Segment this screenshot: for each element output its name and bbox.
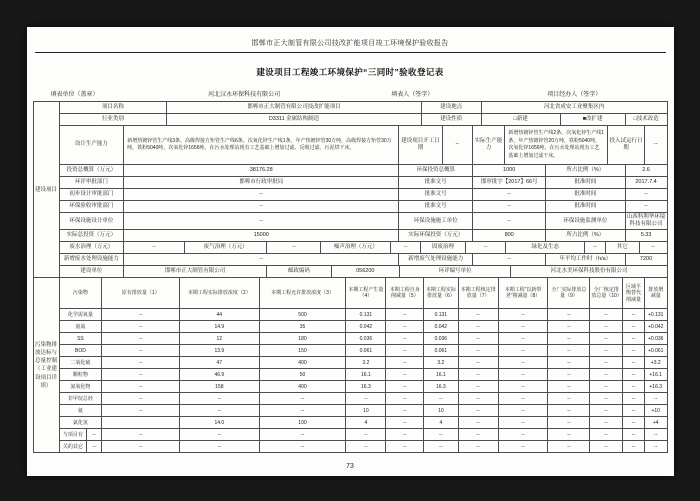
pollutant-value: 14.9	[179, 321, 259, 332]
pollutant-row	[60, 416, 667, 428]
pollutant-value: --	[259, 405, 346, 416]
pollutant-value: --	[589, 381, 622, 392]
pollutant-value: --	[259, 441, 346, 452]
pollutant-name: 非甲烷总烃	[67, 395, 93, 402]
pollutant-value: --	[458, 393, 498, 404]
actual-capacity-value: 新增热镀锌管生产线2条、次氧化锌生产线1条，年产热镀锌管20万吨，铁粉5040吨，次氧化锌1656吨，在污水处理站现有工艺基础上增加过滤干床。	[504, 126, 607, 164]
fill-person-label: 填表人（签字）	[391, 92, 434, 98]
pollutant-value: --	[498, 417, 548, 428]
pollutant-value: --	[498, 429, 548, 440]
trial-date-label: 投入试运行日期	[607, 126, 644, 164]
pollutant-value: 0.042	[345, 321, 385, 332]
pollutant-value: +16.1	[644, 369, 667, 380]
actual-ratio-value: 5.33	[625, 230, 667, 241]
pollutant-value: --	[498, 381, 548, 392]
work-hours-value: 7200	[625, 254, 667, 265]
pollutant-value: --	[385, 333, 423, 344]
pollutant-col-header: 本期工程允许排放浓度（3）	[259, 278, 346, 308]
pollutant-value: --	[547, 333, 589, 344]
pollutant-value: --	[498, 309, 548, 320]
pollutant-value: --	[589, 429, 622, 440]
acceptance-doc-label: 批准文号	[398, 201, 472, 212]
postcode-value: 056200	[331, 266, 399, 277]
form-title: 建设项目工程竣工环境保护“三同时”验收登记表	[256, 67, 444, 77]
pollutant-name: 氮氧化物	[70, 383, 91, 390]
pollutant-value: --	[498, 345, 548, 356]
design-time-label: 批准时间	[545, 189, 625, 200]
solid-treatment-label: 固废治理	[420, 242, 465, 253]
project-name-label: 项目名称	[101, 103, 124, 110]
facility-monitor-label: 环保设施监测单位	[545, 213, 625, 229]
pollutant-value: 158	[179, 381, 259, 392]
location-label: 建设地点	[421, 102, 481, 113]
pollutant-value: --	[547, 429, 589, 440]
pollutant-value: --	[385, 357, 423, 368]
pollutant-value: --	[385, 381, 423, 392]
eia-approval-label: 环评审批部门	[74, 178, 108, 185]
pollutant-value: --	[458, 345, 498, 356]
pollutant-value: --	[498, 321, 548, 332]
pollutant-value: --	[589, 393, 622, 404]
pollutant-value: --	[589, 357, 622, 368]
pollutant-value: 10	[345, 405, 385, 416]
pollutant-value: --	[101, 321, 179, 332]
pollutant-value: +0.036	[644, 333, 667, 344]
pollutant-value: --	[644, 429, 667, 440]
pollutant-col-header: 排放增减量	[644, 278, 667, 308]
pollutant-value: --	[547, 345, 589, 356]
fill-unit-label: 填表单位（盖章）	[50, 92, 99, 98]
pollutant-col-header: 区域平衡替代削减量	[622, 278, 644, 308]
pollutant-value: --	[498, 441, 548, 452]
other-treatment-value: --	[639, 242, 666, 253]
pollutant-col-header: 本期工程核定排放量（7）	[458, 278, 498, 308]
pollutant-value: 150	[259, 345, 346, 356]
eia-writer-label: 环评编写单位	[399, 266, 511, 277]
pollutant-value: --	[458, 441, 498, 452]
actual-env-investment-label: 实际环保投资（万元）	[398, 230, 472, 241]
pollutant-value: --	[458, 333, 498, 344]
actual-investment-value: 15000	[123, 230, 398, 241]
eia-time-value: 2017.7.4	[625, 177, 667, 188]
builder-label: 建设单位	[80, 268, 103, 275]
design-capacity-value: 新增热镀锌管生产线3条、高级焊接方矩管生产线6条、次氧化锌生产线1条，年产热镀锌管30万吨，高级焊接方矩管30万吨，铁粉5040吨，次氧化锌1656吨，在污水处理站现有工艺基础上增加过滤、反吸过滤、污泥烘干床。	[123, 126, 398, 164]
row-actual-investment	[60, 229, 667, 241]
acceptance-approval-label: 环保验收审批部门	[69, 202, 114, 209]
new-wastewater-value: --	[123, 254, 398, 265]
nature-option-expansion: ■改扩建	[560, 114, 625, 125]
pollutant-value: --	[101, 369, 179, 380]
pollutant-value: --	[498, 405, 548, 416]
pollutant-row	[60, 344, 667, 356]
pollutant-value: --	[101, 429, 179, 440]
pollutant-col-header: 本期工程实际排放浓度（2）	[179, 278, 259, 308]
pollutant-value: --	[385, 369, 423, 380]
pollutant-col-header: 本期工程产生量（4）	[345, 278, 385, 308]
document-page	[27, 27, 674, 476]
pollutant-value: --	[179, 441, 259, 452]
project-handler-label: 项目经办人（签字）	[547, 92, 602, 98]
pollutant-value: --	[345, 393, 385, 404]
pollutant-value: --	[498, 357, 548, 368]
wastewater-treatment-value: --	[123, 242, 184, 253]
pollutant-value: --	[458, 429, 498, 440]
pollutant-header-row	[60, 278, 667, 308]
facility-monitor-value: 山西科利华环境科技有限公司	[625, 213, 667, 229]
design-doc-value: --	[472, 189, 545, 200]
project-name-value: 邯郸市正大制管有限公司技改扩能项目	[166, 102, 420, 113]
pollutant-value: 400	[259, 357, 346, 368]
pollutant-row	[60, 404, 667, 416]
env-budget-label: 环保投资总概算	[398, 165, 472, 176]
pollutant-value: 46.9	[179, 369, 259, 380]
pollutant-value	[101, 417, 179, 428]
noise-treatment-value: --	[390, 242, 420, 253]
pollutant-value: 180	[259, 333, 346, 344]
pollutant-value: 4	[345, 417, 385, 428]
pollutant-value: --	[547, 369, 589, 380]
pollutant-value: --	[458, 417, 498, 428]
pollutant-value: 3.2	[423, 357, 458, 368]
budget-ratio-label: 所占比例（%）	[545, 165, 625, 176]
facility-build-value: --	[472, 213, 545, 229]
pollutant-value: --	[101, 393, 179, 404]
pollutant-value: --	[385, 417, 423, 428]
pollutant-value: 0.131	[423, 309, 458, 320]
form-meta-row	[39, 89, 662, 98]
pollutant-value: --	[458, 309, 498, 320]
budget-ratio-value: 2.6	[625, 165, 667, 176]
design-approval-label: 初步设计审批部门	[69, 190, 114, 197]
actual-capacity-label: 实际生产能力	[472, 126, 505, 164]
actual-env-investment-value: 800	[472, 230, 545, 241]
pollutant-value: --	[622, 345, 644, 356]
pollutant-col-header: 污染物	[72, 290, 88, 297]
pollutant-value: --	[385, 405, 423, 416]
pollutant-value: 13.9	[179, 345, 259, 356]
pollutant-value: --	[622, 405, 644, 416]
pollutant-value: --	[547, 405, 589, 416]
pollutant-value: --	[385, 321, 423, 332]
acceptance-time-label: 批准时间	[545, 201, 625, 212]
pollutant-value: --	[589, 321, 622, 332]
pollutant-value: +0.131	[644, 309, 667, 320]
pollutant-value: --	[622, 441, 644, 452]
pollutant-value: --	[179, 405, 259, 416]
pollutant-value: --	[547, 381, 589, 392]
pollutant-value: +10	[644, 405, 667, 416]
pollutant-name: SS	[77, 335, 84, 342]
row-builder	[60, 265, 667, 277]
industry-value: D3311 金属结构制造	[166, 114, 420, 125]
pollutant-value: 47	[179, 357, 259, 368]
pollutant-name: 关的其它	[62, 443, 83, 450]
eia-doc-label: 批准文号	[398, 177, 472, 188]
pollutant-value: --	[622, 357, 644, 368]
pollutant-value: --	[458, 357, 498, 368]
eia-approval-value: 邯郸市行政审批局	[123, 177, 398, 188]
nature-label: 建设性质	[421, 114, 481, 125]
pollutant-value: --	[101, 309, 179, 320]
green-treatment-label: 绿化及生态	[505, 242, 585, 253]
solid-treatment-value: --	[465, 242, 505, 253]
design-capacity-label: 设计生产能力	[74, 141, 108, 148]
pollutant-value: 14.0	[179, 417, 259, 428]
pollutant-value: 16.3	[345, 381, 385, 392]
pollutant-value: --	[458, 381, 498, 392]
work-hours-label: 年平均工作时（h/a）	[545, 254, 625, 265]
pollutant-value: --	[547, 417, 589, 428]
facility-design-label: 环保设施设计单位	[69, 217, 114, 224]
pollutant-value: 4	[423, 417, 458, 428]
row-capacity	[60, 125, 667, 164]
pollutant-value: --	[385, 429, 423, 440]
pollutant-value: 16.1	[345, 369, 385, 380]
pollutant-value: +16.3	[644, 381, 667, 392]
acceptance-time-value: --	[625, 201, 667, 212]
pollutant-value: --	[547, 309, 589, 320]
pollutant-value: --	[259, 393, 346, 404]
pollutant-col-header: 全厂实际排放总量（9）	[547, 278, 589, 308]
pollutant-value: --	[589, 309, 622, 320]
budget-value: 38176.28	[123, 165, 398, 176]
builder-value: 邯郸市正大制管有限公司	[123, 266, 266, 277]
pollutant-value: --	[498, 393, 548, 404]
other-treatment-label: 其它	[605, 242, 640, 253]
acceptance-approval-value: --	[123, 201, 398, 212]
section-a-side-label: 建设项目	[34, 102, 60, 277]
row-acceptance-approval	[60, 200, 667, 212]
pollutant-value: --	[547, 393, 589, 404]
pollutant-value: --	[423, 441, 458, 452]
facility-build-label: 环保设施施工单位	[398, 213, 472, 229]
budget-label: 投资总概算（万元）	[66, 166, 117, 173]
design-approval-value: --	[123, 189, 398, 200]
pollutant-value: 16.1	[423, 369, 458, 380]
row-budget	[60, 164, 667, 176]
green-treatment-value: --	[584, 242, 604, 253]
pollutant-value: 16.3	[423, 381, 458, 392]
pollutant-value: --	[622, 429, 644, 440]
pollutant-value: 50	[259, 369, 346, 380]
pollutant-value: --	[589, 405, 622, 416]
pollutant-value: --	[101, 357, 179, 368]
pollutant-value: --	[423, 393, 458, 404]
page-number: 73	[346, 463, 354, 471]
pollutant-name: 氨氮	[75, 323, 86, 330]
nature-option-technical: □技术改造	[625, 114, 667, 125]
pollutant-col-header: 全厂核定排放总量（10）	[589, 278, 622, 308]
pollutant-value: 100	[259, 417, 346, 428]
pollutant-name: 二氧化硫	[70, 359, 91, 366]
pollutant-row	[60, 332, 667, 344]
pollutant-value: 0.036	[423, 333, 458, 344]
pollutant-value: --	[385, 441, 423, 452]
pollutant-rows	[60, 278, 667, 452]
pollutant-value: --	[622, 381, 644, 392]
pollutant-value: --	[345, 429, 385, 440]
nature-option-new: □新建	[481, 114, 560, 125]
pollutant-value: 0.131	[345, 309, 385, 320]
pollutant-value: +3.2	[644, 357, 667, 368]
pollutant-row	[60, 320, 667, 332]
pollutant-value: 10	[423, 405, 458, 416]
pollutant-value: --	[547, 357, 589, 368]
actual-ratio-label: 所占比例（%）	[545, 230, 625, 241]
pollutant-value: --	[622, 393, 644, 404]
pollutant-value: --	[259, 429, 346, 440]
pollutant-value: --	[385, 345, 423, 356]
pollutant-sub: --	[86, 441, 101, 452]
actual-investment-label: 实际总投资（万元）	[66, 232, 117, 239]
row-facility-units	[60, 212, 667, 229]
pollutant-col-header: 本期工程实际排放量（6）	[423, 278, 458, 308]
pollutant-value: --	[385, 393, 423, 404]
pollutant-value: --	[179, 429, 259, 440]
pollutant-value: --	[101, 381, 179, 392]
pollutant-name: 化学需氧量	[67, 311, 93, 318]
eia-time-label: 批准时间	[545, 177, 625, 188]
pollutant-name: BOD	[75, 347, 86, 354]
pollutant-value: --	[622, 369, 644, 380]
pollutant-row	[60, 308, 667, 320]
postcode-label: 邮政编码	[266, 266, 331, 277]
wastewater-treatment-label: 废水治理（万元）	[69, 244, 114, 251]
header-rule	[35, 52, 666, 53]
pollutant-col-header: 本期工程自身削减量（5）	[385, 278, 423, 308]
pollutant-row	[60, 392, 667, 404]
section-pollutant-control	[34, 277, 667, 452]
pollutant-value: 0.061	[345, 345, 385, 356]
pollutant-value: --	[622, 321, 644, 332]
pollutant-value: --	[589, 441, 622, 452]
row-project-name	[60, 102, 667, 113]
pollutant-row	[60, 440, 667, 452]
design-time-value: --	[625, 189, 667, 200]
industry-label: 行业类别	[101, 115, 124, 122]
pollutant-name: 氯化氢	[72, 419, 88, 426]
trial-date-value: --	[644, 126, 667, 164]
fill-unit-value: 河北汉永环保科技有限公司	[208, 92, 281, 98]
pollutant-value: 44	[179, 309, 259, 320]
start-date-label: 建设项目开工日期	[398, 126, 442, 164]
pollutant-name: 与项目有	[62, 431, 83, 438]
pollutant-value: --	[547, 321, 589, 332]
pollutant-value: --	[622, 309, 644, 320]
pollutant-value: --	[589, 369, 622, 380]
pollutant-value: --	[644, 441, 667, 452]
facility-design-value: --	[123, 213, 398, 229]
pollutant-value: 0.061	[423, 345, 458, 356]
pollutant-value: --	[423, 429, 458, 440]
pollutant-sub: --	[86, 429, 101, 440]
pollutant-value: --	[385, 309, 423, 320]
pollutant-value: --	[101, 333, 179, 344]
pollutant-value: --	[622, 333, 644, 344]
pollutant-value: --	[101, 345, 179, 356]
pollutant-col-header: 原有排放量（1）	[101, 278, 179, 308]
eia-doc-value: 邯审批字【2017】66号	[472, 177, 545, 188]
pollutant-value: +4	[644, 417, 667, 428]
pollutant-name: 氨	[77, 407, 83, 414]
pollutant-value: --	[345, 441, 385, 452]
pollutant-value: +0.061	[644, 345, 667, 356]
row-industry	[60, 113, 667, 125]
env-budget-value: 1000	[472, 165, 545, 176]
pollutant-row	[60, 428, 667, 440]
pollutant-value: --	[589, 345, 622, 356]
design-doc-label: 批准文号	[398, 189, 472, 200]
start-date-value: --	[442, 126, 472, 164]
registration-table	[33, 101, 668, 453]
pollutant-value: --	[589, 333, 622, 344]
pollutant-value: --	[458, 369, 498, 380]
eia-writer-value: 河北水美环保科技股份有限公司	[510, 266, 666, 277]
pollutant-value: --	[101, 405, 179, 416]
row-new-facilities	[60, 253, 667, 265]
pollutant-value: 35	[259, 321, 346, 332]
pollutant-value: --	[589, 417, 622, 428]
pollutant-value: --	[644, 393, 667, 404]
row-design-approval	[60, 188, 667, 200]
pollutant-value: --	[498, 369, 548, 380]
pollutant-value: --	[498, 333, 548, 344]
report-header-title: 邯郸市正大制管有限公司技改扩能项目竣工环境保护验收报告	[251, 40, 449, 47]
pollutant-value: 500	[259, 309, 346, 320]
pollutant-row	[60, 356, 667, 368]
pollutant-value: --	[101, 441, 179, 452]
new-gas-label: 新增废气处理设施能力	[398, 254, 472, 265]
new-gas-value: --	[472, 254, 545, 265]
location-value: 河北省成安工业聚集区内	[481, 102, 667, 113]
new-wastewater-label: 新增废水处理设施能力	[63, 256, 119, 263]
acceptance-doc-value: --	[472, 201, 545, 212]
pollutant-value: +0.042	[644, 321, 667, 332]
pollutant-value: --	[458, 321, 498, 332]
pollutant-value: 400	[259, 381, 346, 392]
section-b-side-label: 污染物排放达标与总量控制（工业建设项目详填）	[34, 278, 60, 452]
gas-treatment-label: 废气治理（万元）	[184, 242, 267, 253]
row-treatment-investment	[60, 241, 667, 253]
pollutant-value: --	[547, 441, 589, 452]
section-construction-project	[34, 102, 667, 277]
pollutant-row	[60, 368, 667, 380]
pollutant-value: 12	[179, 333, 259, 344]
pollutant-value: --	[458, 405, 498, 416]
gas-treatment-value: --	[266, 242, 320, 253]
row-eia-approval	[60, 176, 667, 188]
pollutant-value: --	[622, 417, 644, 428]
pollutant-name: 颗粒物	[72, 371, 88, 378]
pollutant-value: 3.2	[345, 357, 385, 368]
pollutant-value: --	[179, 393, 259, 404]
noise-treatment-label: 噪声治理（万元）	[320, 242, 390, 253]
pollutant-col-header: 本期工程“以新带老”削减量（8）	[498, 278, 548, 308]
pollutant-value: 0.036	[345, 333, 385, 344]
pollutant-row	[60, 380, 667, 392]
pollutant-value: 0.042	[423, 321, 458, 332]
